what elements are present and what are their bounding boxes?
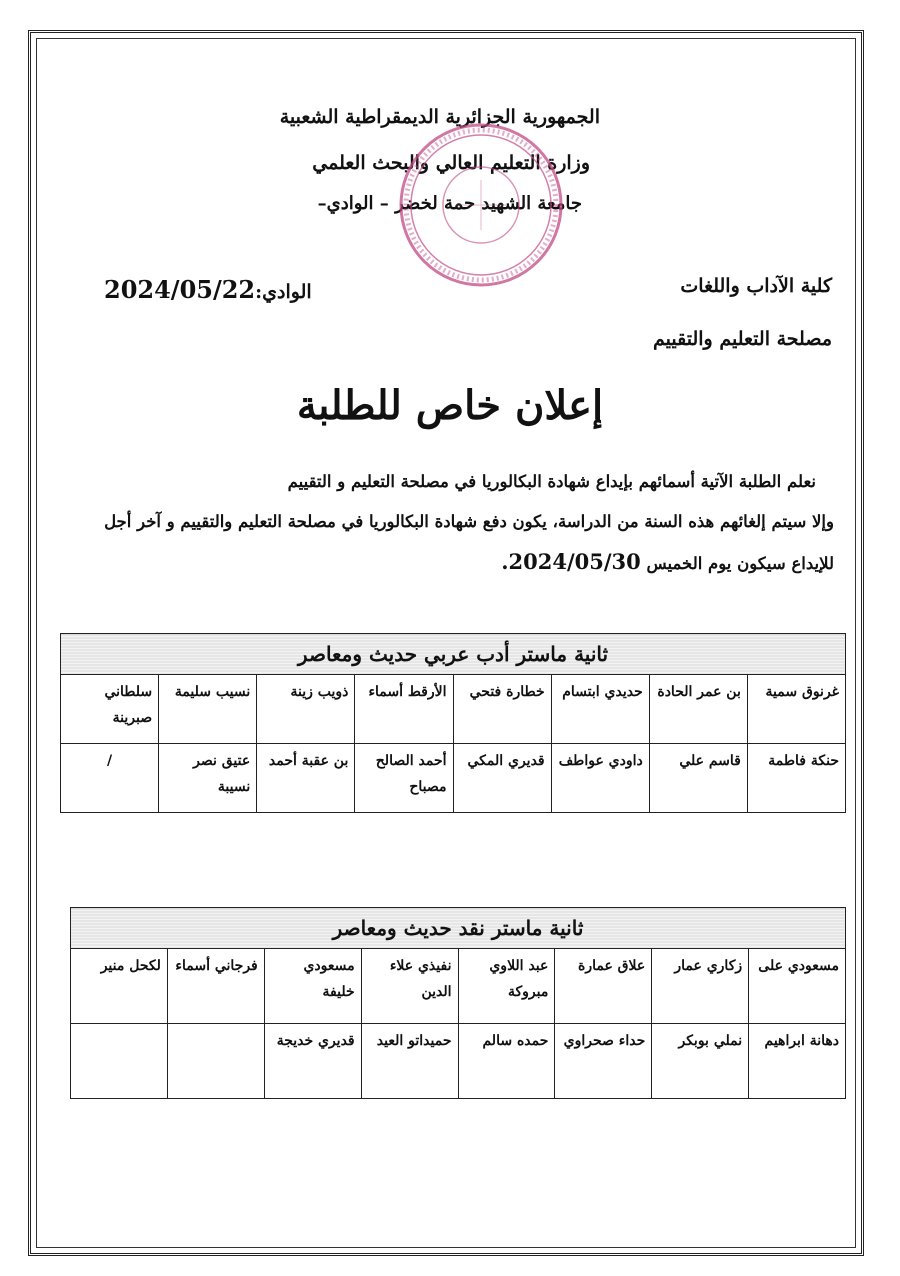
- table-row: [61, 675, 846, 744]
- student-table-modern-literature: [60, 633, 846, 813]
- table-caption: ثانية ماستر نقد حديث ومعاصر: [71, 908, 846, 949]
- table-caption: ثانية ماستر أدب عربي حديث ومعاصر: [61, 634, 846, 675]
- official-stamp: [396, 120, 566, 290]
- student-name-cell: حداء صحراوي: [555, 1024, 652, 1099]
- student-name-cell: حنكة فاطمة: [747, 744, 845, 813]
- student-name-cell: [71, 1024, 168, 1099]
- table-row: [61, 744, 846, 813]
- student-name-cell: الأرقط أسماء: [355, 675, 453, 744]
- student-name-cell: عبد اللاوي مبروكة: [458, 949, 555, 1024]
- student-name-cell: فرجاني أسماء: [167, 949, 264, 1024]
- student-name-cell: نملي بوبكر: [652, 1024, 749, 1099]
- university-header: جامعة الشهيد حمة لخضر – الوادي–: [317, 193, 582, 214]
- republic-header: الجمهورية الجزائرية الديمقراطية الشعبية: [279, 106, 600, 128]
- student-name-cell: عتيق نصر نسيبة: [159, 744, 257, 813]
- student-name-cell: علاق عمارة: [555, 949, 652, 1024]
- student-name-cell: مسعودي خليفة: [264, 949, 361, 1024]
- student-name-cell: قاسم علي: [649, 744, 747, 813]
- student-table-modern-criticism: [70, 907, 846, 1099]
- student-name-cell: نفيذي علاء الدين: [361, 949, 458, 1024]
- student-name-cell: حديدي ابتسام: [551, 675, 649, 744]
- student-name-cell: نسيب سليمة: [159, 675, 257, 744]
- student-name-cell: قديري خديجة: [264, 1024, 361, 1099]
- body-line-3-text: للإيداع سيكون يوم الخميس: [646, 554, 834, 573]
- student-name-cell: بن عقبة أحمد: [257, 744, 355, 813]
- ministry-header: وزارة التعليم العالي والبحث العلمي: [312, 152, 590, 174]
- table-row: [71, 949, 846, 1024]
- student-name-cell: زكاري عمار: [652, 949, 749, 1024]
- empty-slash-cell: /: [61, 744, 159, 813]
- student-name-cell: غرنوق سمية: [747, 675, 845, 744]
- body-line-3: [68, 542, 834, 584]
- date-line: [104, 275, 312, 304]
- announcement-body: [68, 462, 834, 584]
- student-name-cell: حمده سالم: [458, 1024, 555, 1099]
- student-name-cell: خطارة فتحي: [453, 675, 551, 744]
- student-name-cell: سلطاني صبرينة: [61, 675, 159, 744]
- date-value: 2024/05/22: [104, 275, 256, 304]
- deadline-date: 2024/05/30.: [501, 549, 641, 574]
- student-name-cell: قديري المكي: [453, 744, 551, 813]
- student-name-cell: ذويب زينة: [257, 675, 355, 744]
- table-row: [71, 1024, 846, 1099]
- date-place: الوادي:: [255, 281, 312, 303]
- faculty-name: كلية الآداب واللغات: [680, 275, 832, 297]
- body-line-1: نعلم الطلبة الآتية أسمائهم بإيداع شهادة البكالوريا في مصلحة التعليم و التقييم: [287, 472, 816, 491]
- body-line-2: وإلا سيتم إلغائهم هذه السنة من الدراسة، يكون دفع شهادة البكالوريا في مصلحة التعليم والتقييم و آخر أجل: [104, 512, 834, 531]
- student-name-cell: حميداتو العيد: [361, 1024, 458, 1099]
- student-name-cell: داودي عواطف: [551, 744, 649, 813]
- student-name-cell: دهانة ابراهيم: [749, 1024, 846, 1099]
- student-name-cell: [167, 1024, 264, 1099]
- service-name: مصلحة التعليم والتقييم: [653, 328, 832, 350]
- announcement-title: إعلان خاص للطلبة: [296, 382, 604, 429]
- student-name-cell: أحمد الصالح مصباح: [355, 744, 453, 813]
- student-name-cell: بن عمر الحادة: [649, 675, 747, 744]
- student-name-cell: مسعودي على: [749, 949, 846, 1024]
- student-name-cell: لكحل منير: [71, 949, 168, 1024]
